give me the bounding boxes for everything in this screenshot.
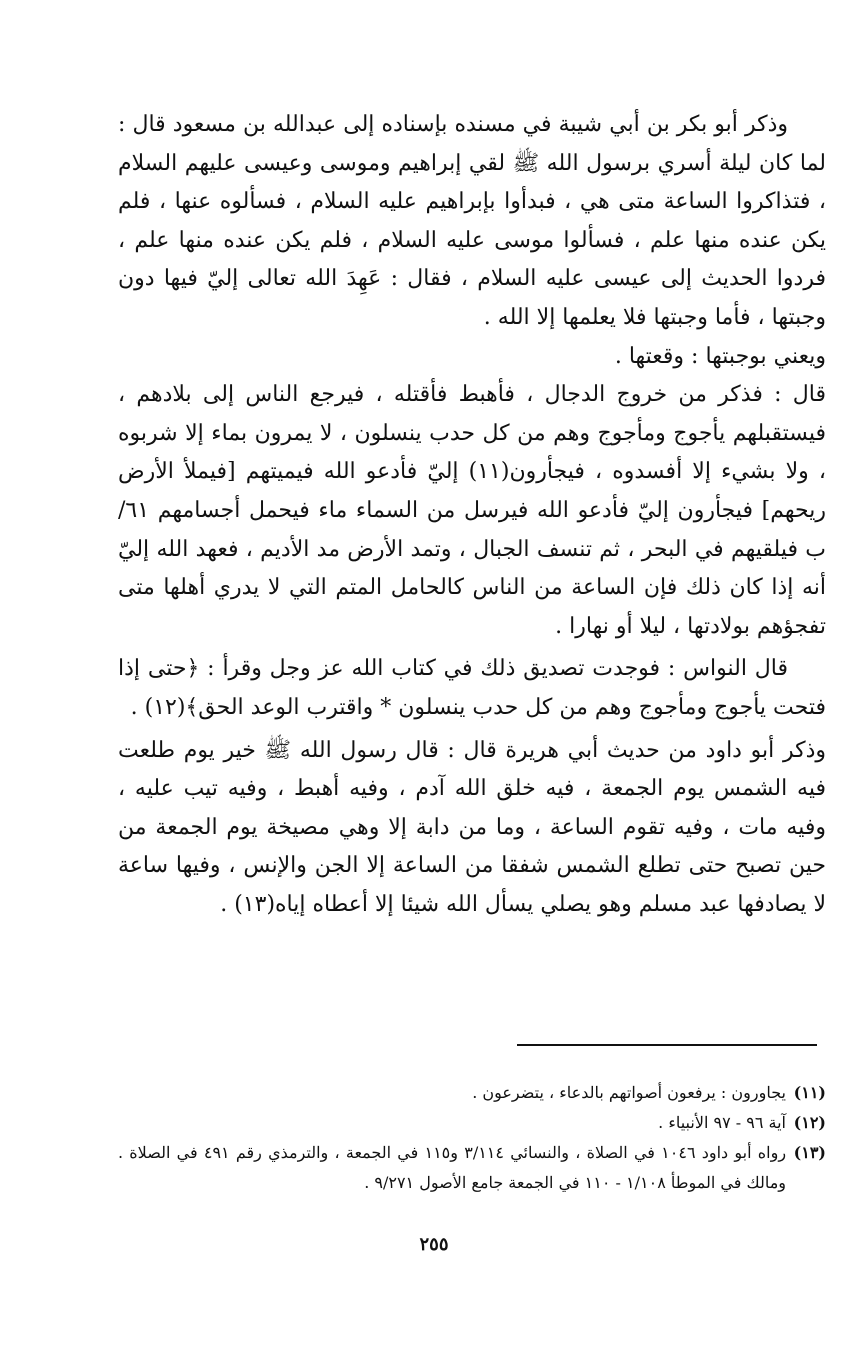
footnotes	[118, 1078, 826, 1198]
footnote-text: رواه أبو داود ١٠٤٦ في الصلاة ، والنسائي ٣/١١٤ و١١٥ في الجمعة ، والترمذي رقم ٤٩١ في الصلاة . ومالك في الموطأ ١/١٠٨ - ١١٠ في الجمعة جامع الأصول ٩/٢٧١ .	[118, 1143, 787, 1192]
page-number: ٢٥٥	[419, 1234, 449, 1255]
paragraph-dajjal: قال : فذكر من خروج الدجال ، فأهبط فأقتله ، فيرجع الناس إلى بلادهم ، فيستقبلهم يأجوج ومأجوج وهم من كل حدب ينسلون ، لا يمرون بماء إلا شربوه ، ولا بشيء إلا أفسدوه ، فيجأرون(١١) إليّ فأدعو الله فيميتهم [فيملأ الأرض ريحهم] فيجأرون إليّ فأدعو الله فيرسل من السماء ماء فيحمل أجسامهم ٦١/ب فيلقيهم في البحر ، ثم تنسف الجبال ، وتمد الأرض مد الأديم ، فعهد الله إليّ أنه إذا كان ذلك فإن الساعة من الناس كالحامل المتم التي لا يدري أهلها متى تفجؤهم بولادتها ، ليلا أو نهارا .	[118, 382, 826, 639]
footnote-text: يجاورون : يرفعون أصواتهم بالدعاء ، يتضرعون .	[472, 1083, 786, 1102]
footnote-12	[118, 1108, 826, 1138]
paragraph-explanation: ويعني بوجبتها : وقعتها .	[614, 343, 826, 369]
footnote-13	[118, 1138, 826, 1198]
paragraph-nawwas: قال النواس : فوجدت تصديق ذلك في كتاب الله عز وجل وقرأ : ﴿حتى إذا فتحت يأجوج ومأجوج وهم من كل حدب ينسلون * واقترب الوعد الحق﴾(١٢) .	[118, 656, 826, 720]
footnote-number: (١١)	[793, 1083, 826, 1102]
footnote-number: (١٣)	[793, 1143, 826, 1162]
footnote-11	[118, 1078, 826, 1108]
footnote-text: آية ٩٦ - ٩٧ الأنبياء .	[658, 1113, 786, 1132]
paragraph-abu-dawud: وذكر أبو داود من حديث أبي هريرة قال : قال رسول الله ﷺ خير يوم طلعت فيه الشمس يوم الجمعة ، فيه خلق الله آدم ، وفيه أهبط ، وفيه تيب عليه ، وفيه مات ، وفيه تقوم الساعة ، وما من دابة إلا وهي مصيخة يوم الجمعة من حين تصبح حتى تطلع الشمس شفقا من الساعة إلا الجن والإنس ، وفيها ساعة لا يصادفها عبد مسلم وهو يصلي يسأل الله شيئا إلا أعطاه إياه(١٣) .	[118, 737, 826, 917]
footnote-separator	[517, 1044, 817, 1046]
paragraph-ibn-abi-shaybah: وذكر أبو بكر بن أبي شيبة في مسنده بإسناده إلى عبدالله بن مسعود قال : لما كان ليلة أسري برسول الله ﷺ لقي إبراهيم وموسى وعيسى عليهم السلام ، فتذاكروا الساعة متى هي ، فبدأوا بإبراهيم عليه السلام ، فسألوه عنها ، فلم يكن عنده منها علم ، فسألوا موسى عليه السلام ، فلم يكن عنده منها علم ، فردوا الحديث إلى عيسى عليه السلام ، فقال : عَهِدَ الله تعالى إليّ فيها دون وجبتها ، فأما وجبتها فلا يعلمها إلا الله .	[118, 112, 826, 330]
footnote-number: (١٢)	[793, 1113, 826, 1132]
main-text	[118, 106, 826, 924]
